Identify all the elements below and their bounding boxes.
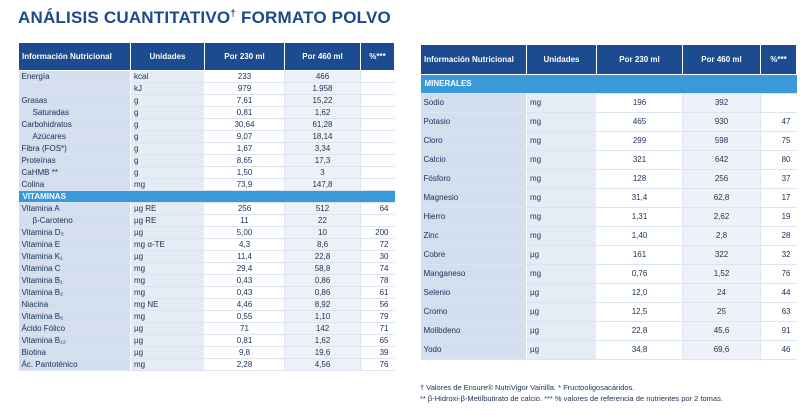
value-percent: 64: [361, 203, 395, 215]
table-row: [19, 275, 395, 287]
value-230ml: 7,61: [205, 95, 285, 107]
nutrient-name: Carbohidratos: [19, 119, 131, 131]
value-460ml: 256: [683, 170, 761, 189]
value-230ml: 1,40: [597, 227, 683, 246]
header-units: Unidades: [131, 43, 205, 71]
nutrient-unit: µg: [527, 341, 597, 360]
value-460ml: 8,92: [285, 299, 361, 311]
header-230ml: Por 230 ml: [205, 43, 285, 71]
table-row: [19, 239, 395, 251]
value-230ml: 128: [597, 170, 683, 189]
nutrient-unit: mg: [131, 179, 205, 191]
nutrient-name: Zinc: [421, 227, 527, 246]
value-460ml: 147,8: [285, 179, 361, 191]
nutrient-unit: mg: [527, 170, 597, 189]
value-460ml: 598: [683, 132, 761, 151]
value-230ml: 0,55: [205, 311, 285, 323]
nutrient-unit: µg: [527, 322, 597, 341]
value-460ml: 19,6: [285, 347, 361, 359]
nutrient-unit: mg: [527, 151, 597, 170]
value-percent: 91: [761, 322, 797, 341]
value-460ml: 0,86: [285, 287, 361, 299]
nutrient-unit: µg RE: [131, 203, 205, 215]
table-row: [421, 246, 797, 265]
footnote: ** β-Hidroxi-β-Metilbutirato de calcio. *** % valores de referencia de nutrientes por 2 tomas.: [420, 394, 723, 403]
table-row: [19, 323, 395, 335]
nutrient-unit: µg RE: [131, 215, 205, 227]
table-row: [421, 265, 797, 284]
value-460ml: 8,6: [285, 239, 361, 251]
value-460ml: 930: [683, 113, 761, 132]
value-230ml: 5,00: [205, 227, 285, 239]
table-row: [19, 143, 395, 155]
nutrient-name: Vitamina A: [19, 203, 131, 215]
table-row: [421, 284, 797, 303]
value-percent: [361, 215, 395, 227]
table-row: [19, 359, 395, 371]
header-percent: %***: [361, 43, 395, 71]
table-row: [19, 155, 395, 167]
header-percent: %***: [761, 45, 797, 75]
nutrient-name: Energía: [19, 71, 131, 83]
nutrient-name: Magnesio: [421, 189, 527, 208]
value-percent: 28: [761, 227, 797, 246]
value-460ml: 22,8: [285, 251, 361, 263]
value-230ml: 4,46: [205, 299, 285, 311]
nutrient-unit: mg: [131, 311, 205, 323]
section-label: MINERALES: [421, 75, 797, 94]
nutrient-unit: µg: [131, 251, 205, 263]
value-percent: [361, 167, 395, 179]
value-percent: 76: [361, 359, 395, 371]
nutrient-unit: µg: [131, 323, 205, 335]
section-header: [19, 191, 395, 203]
value-230ml: 29,4: [205, 263, 285, 275]
header-info: Información Nutricional: [19, 43, 131, 71]
nutrient-name: Ácido Fólico: [19, 323, 131, 335]
footnote: † Valores de Ensure® NutriVigor Vainilla. * Fructooligosacáridos.: [420, 383, 635, 392]
nutrient-unit: g: [131, 119, 205, 131]
nutrient-unit: g: [131, 95, 205, 107]
value-230ml: 256: [205, 203, 285, 215]
value-460ml: 3,34: [285, 143, 361, 155]
nutrient-unit: mg: [131, 287, 205, 299]
value-460ml: 61,28: [285, 119, 361, 131]
nutrient-unit: g: [131, 131, 205, 143]
value-percent: [361, 131, 395, 143]
nutrition-table-left-body: [19, 71, 395, 371]
nutrient-name: Grasas: [19, 95, 131, 107]
table-row: [19, 131, 395, 143]
header-info: Información Nutricional: [421, 45, 527, 75]
value-460ml: 10: [285, 227, 361, 239]
value-460ml: 1,62: [285, 335, 361, 347]
value-percent: 46: [761, 341, 797, 360]
nutrition-table-right-body: [421, 75, 797, 360]
table-row: [19, 203, 395, 215]
value-230ml: 299: [597, 132, 683, 151]
value-percent: 56: [361, 299, 395, 311]
table-row: [19, 167, 395, 179]
nutrient-unit: mg: [527, 94, 597, 113]
table-row: [421, 94, 797, 113]
table-row: [19, 95, 395, 107]
table-row: [421, 151, 797, 170]
nutrient-name: Cloro: [421, 132, 527, 151]
nutrient-name: Vitamina B₁₂: [19, 335, 131, 347]
value-percent: 79: [361, 311, 395, 323]
value-percent: [361, 71, 395, 83]
value-230ml: 979: [205, 83, 285, 95]
nutrient-name: Potasio: [421, 113, 527, 132]
table-row: [19, 347, 395, 359]
value-460ml: 69,6: [683, 341, 761, 360]
nutrient-name: CaHMB **: [19, 167, 131, 179]
nutrient-name: Vitamina K₁: [19, 251, 131, 263]
value-460ml: 24: [683, 284, 761, 303]
nutrient-unit: mg: [527, 113, 597, 132]
value-percent: 72: [361, 239, 395, 251]
nutrient-unit: kcal: [131, 71, 205, 83]
table-row: [421, 322, 797, 341]
nutrient-unit: mg: [131, 359, 205, 371]
value-460ml: 17,3: [285, 155, 361, 167]
nutrition-table-left: [18, 42, 395, 371]
value-460ml: 22: [285, 215, 361, 227]
nutrient-unit: g: [131, 167, 205, 179]
table-row: [19, 83, 395, 95]
value-percent: [361, 143, 395, 155]
nutrient-unit: µg: [527, 303, 597, 322]
value-460ml: 2,8: [683, 227, 761, 246]
nutrient-unit: µg: [131, 335, 205, 347]
table-row: [19, 251, 395, 263]
value-460ml: 1,52: [683, 265, 761, 284]
table-row: [421, 189, 797, 208]
nutrient-name: Vitamina B₆: [19, 311, 131, 323]
value-460ml: 45,6: [683, 322, 761, 341]
value-percent: 32: [761, 246, 797, 265]
value-230ml: 22,8: [597, 322, 683, 341]
value-460ml: 642: [683, 151, 761, 170]
table-row: [421, 303, 797, 322]
value-percent: 75: [761, 132, 797, 151]
value-460ml: 2,62: [683, 208, 761, 227]
value-460ml: 3: [285, 167, 361, 179]
nutrient-name: Proteínas: [19, 155, 131, 167]
value-230ml: 0,81: [205, 107, 285, 119]
value-230ml: 0,43: [205, 275, 285, 287]
title-main: ANÁLISIS CUANTITATIVO: [18, 8, 231, 27]
value-460ml: 392: [683, 94, 761, 113]
value-460ml: 1,10: [285, 311, 361, 323]
value-230ml: 11,4: [205, 251, 285, 263]
title-mark: †: [230, 8, 237, 20]
value-percent: [361, 155, 395, 167]
table-row: [421, 227, 797, 246]
nutrient-unit: mg: [131, 263, 205, 275]
value-460ml: 15,22: [285, 95, 361, 107]
value-460ml: 142: [285, 323, 361, 335]
header-units: Unidades: [527, 45, 597, 75]
section-header: [421, 75, 797, 94]
value-460ml: 4,56: [285, 359, 361, 371]
nutrient-name: Selenio: [421, 284, 527, 303]
value-230ml: 1,50: [205, 167, 285, 179]
header-230ml: Por 230 ml: [597, 45, 683, 75]
nutrient-unit: mg: [527, 189, 597, 208]
value-percent: 44: [761, 284, 797, 303]
value-percent: 76: [761, 265, 797, 284]
value-230ml: 30,64: [205, 119, 285, 131]
nutrient-name: Yodo: [421, 341, 527, 360]
value-percent: [361, 107, 395, 119]
table-row: [19, 299, 395, 311]
value-percent: 200: [361, 227, 395, 239]
value-230ml: 196: [597, 94, 683, 113]
nutrient-name: Fibra (FOS*): [19, 143, 131, 155]
value-230ml: 233: [205, 71, 285, 83]
value-460ml: 25: [683, 303, 761, 322]
value-460ml: 1.958: [285, 83, 361, 95]
value-230ml: 2,28: [205, 359, 285, 371]
nutrient-name: Fósforo: [421, 170, 527, 189]
value-460ml: 512: [285, 203, 361, 215]
value-230ml: 31,4: [597, 189, 683, 208]
value-460ml: 62,8: [683, 189, 761, 208]
nutrient-name: Manganeso: [421, 265, 527, 284]
nutrient-unit: mg: [527, 265, 597, 284]
value-percent: 61: [361, 287, 395, 299]
table-row: [19, 119, 395, 131]
footnotes: [420, 382, 723, 404]
value-percent: [361, 179, 395, 191]
nutrient-name: Vitamina C: [19, 263, 131, 275]
title-suffix: FORMATO POLVO: [241, 8, 391, 27]
value-230ml: 9,8: [205, 347, 285, 359]
value-percent: 63: [761, 303, 797, 322]
nutrient-unit: g: [131, 143, 205, 155]
nutrient-name: Vitamina D₃: [19, 227, 131, 239]
value-percent: 74: [361, 263, 395, 275]
table-row: [19, 107, 395, 119]
value-230ml: 0,81: [205, 335, 285, 347]
value-460ml: 1,62: [285, 107, 361, 119]
nutrient-name: Vitamina B₁: [19, 275, 131, 287]
nutrient-name: Saturadas: [19, 107, 131, 119]
value-percent: 30: [361, 251, 395, 263]
header-460ml: Por 460 ml: [285, 43, 361, 71]
table-row: [421, 113, 797, 132]
nutrient-unit: mg NE: [131, 299, 205, 311]
table-row: [421, 132, 797, 151]
value-percent: 37: [761, 170, 797, 189]
value-460ml: 322: [683, 246, 761, 265]
value-230ml: 4,3: [205, 239, 285, 251]
table-row: [19, 287, 395, 299]
value-460ml: 0,86: [285, 275, 361, 287]
nutrition-table-right: [420, 44, 797, 360]
table-row: [19, 179, 395, 191]
value-230ml: 9,07: [205, 131, 285, 143]
value-percent: [761, 94, 797, 113]
value-230ml: 8,65: [205, 155, 285, 167]
value-460ml: 58,8: [285, 263, 361, 275]
nutrient-name: Vitamina E: [19, 239, 131, 251]
header-460ml: Por 460 ml: [683, 45, 761, 75]
nutrient-name: Cromo: [421, 303, 527, 322]
nutrient-name: β-Caroteno: [19, 215, 131, 227]
nutrient-name: Cobre: [421, 246, 527, 265]
value-230ml: 0,43: [205, 287, 285, 299]
value-percent: 80: [761, 151, 797, 170]
value-percent: 65: [361, 335, 395, 347]
value-percent: [361, 119, 395, 131]
nutrient-name: Ác. Pantoténico: [19, 359, 131, 371]
nutrient-name: Biotina: [19, 347, 131, 359]
value-230ml: 0,76: [597, 265, 683, 284]
table-row: [19, 71, 395, 83]
value-230ml: 12,0: [597, 284, 683, 303]
value-percent: 19: [761, 208, 797, 227]
nutrient-unit: g: [131, 107, 205, 119]
table-row: [421, 208, 797, 227]
table-row: [19, 263, 395, 275]
nutrient-name: Vitamina B₂: [19, 287, 131, 299]
value-230ml: 321: [597, 151, 683, 170]
nutrient-name: Niacina: [19, 299, 131, 311]
nutrient-unit: µg: [527, 284, 597, 303]
value-230ml: 12,5: [597, 303, 683, 322]
nutrient-unit: mg: [527, 132, 597, 151]
table-row: [19, 215, 395, 227]
value-percent: [361, 83, 395, 95]
value-230ml: 1,67: [205, 143, 285, 155]
nutrient-name: Calcio: [421, 151, 527, 170]
nutrient-unit: g: [131, 155, 205, 167]
nutrient-unit: mg α-TE: [131, 239, 205, 251]
nutrient-unit: kJ: [131, 83, 205, 95]
value-230ml: 1,31: [597, 208, 683, 227]
page-title: [18, 8, 391, 28]
value-percent: 71: [361, 323, 395, 335]
table-row: [19, 227, 395, 239]
value-percent: 78: [361, 275, 395, 287]
section-label: VITAMINAS: [19, 191, 395, 203]
value-percent: 47: [761, 113, 797, 132]
nutrient-name: Azúcares: [19, 131, 131, 143]
value-230ml: 11: [205, 215, 285, 227]
nutrient-unit: mg: [131, 275, 205, 287]
value-230ml: 73,9: [205, 179, 285, 191]
nutrient-unit: µg: [527, 246, 597, 265]
nutrient-name: Colina: [19, 179, 131, 191]
value-percent: [361, 95, 395, 107]
table-row: [421, 341, 797, 360]
value-230ml: 465: [597, 113, 683, 132]
value-percent: 17: [761, 189, 797, 208]
nutrient-unit: mg: [527, 227, 597, 246]
table-row: [421, 170, 797, 189]
nutrient-name: [19, 83, 131, 95]
table-row: [19, 335, 395, 347]
value-460ml: 466: [285, 71, 361, 83]
value-230ml: 161: [597, 246, 683, 265]
nutrient-unit: µg: [131, 347, 205, 359]
value-percent: 39: [361, 347, 395, 359]
nutrient-name: Sodio: [421, 94, 527, 113]
value-460ml: 18,14: [285, 131, 361, 143]
value-230ml: 71: [205, 323, 285, 335]
nutrient-unit: µg: [131, 227, 205, 239]
nutrient-unit: mg: [527, 208, 597, 227]
nutrient-name: Molibdeno: [421, 322, 527, 341]
table-row: [19, 311, 395, 323]
value-230ml: 34,8: [597, 341, 683, 360]
nutrient-name: Hierro: [421, 208, 527, 227]
